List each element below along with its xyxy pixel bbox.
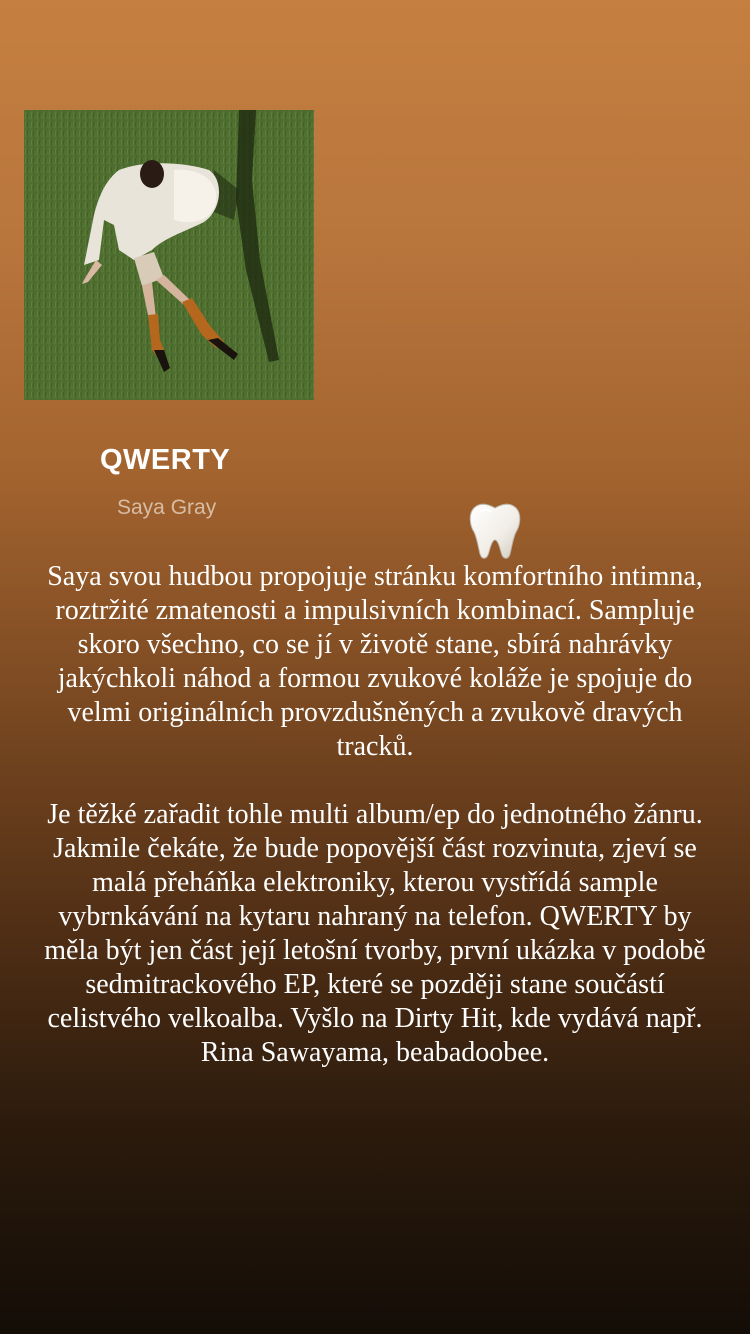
album-title[interactable]: QWERTY <box>100 444 231 476</box>
tooth-icon <box>466 500 524 562</box>
album-artist[interactable]: Saya Gray <box>117 496 217 519</box>
caption-paragraph-2: Je těžké zařadit tohle multi album/ep do jednotného žánru. Jakmile čekáte, že bude popovější část rozvinuta, zjeví se malá přeháňka elektroniky, kterou vystřídá sample vybrnkávání na kytaru nahraný na telefon. QWERTY by měla být jen část její letošní tvorby, první ukázka v podobě sedmitrackového EP, které se později stane součástí celistvého velkoalba. Vyšlo na Dirty Hit, kde vydává např. Rina Sawayama, beabadoobee. <box>44 799 706 1068</box>
album-cover-image <box>24 110 314 400</box>
album-cover[interactable] <box>24 110 314 400</box>
story-caption <box>40 560 710 1070</box>
caption-paragraph-1: Saya svou hudbou propojuje stránku komfortního intimna, roztržité zmatenosti a impulsivních kombinací. Sampluje skoro všechno, co se jí v životě stane, sbírá nahrávky jakýchkoli náhod a formou zvukové koláže je spojuje do velmi originálních provzdušněných a zvukově dravých tracků. <box>47 561 703 762</box>
